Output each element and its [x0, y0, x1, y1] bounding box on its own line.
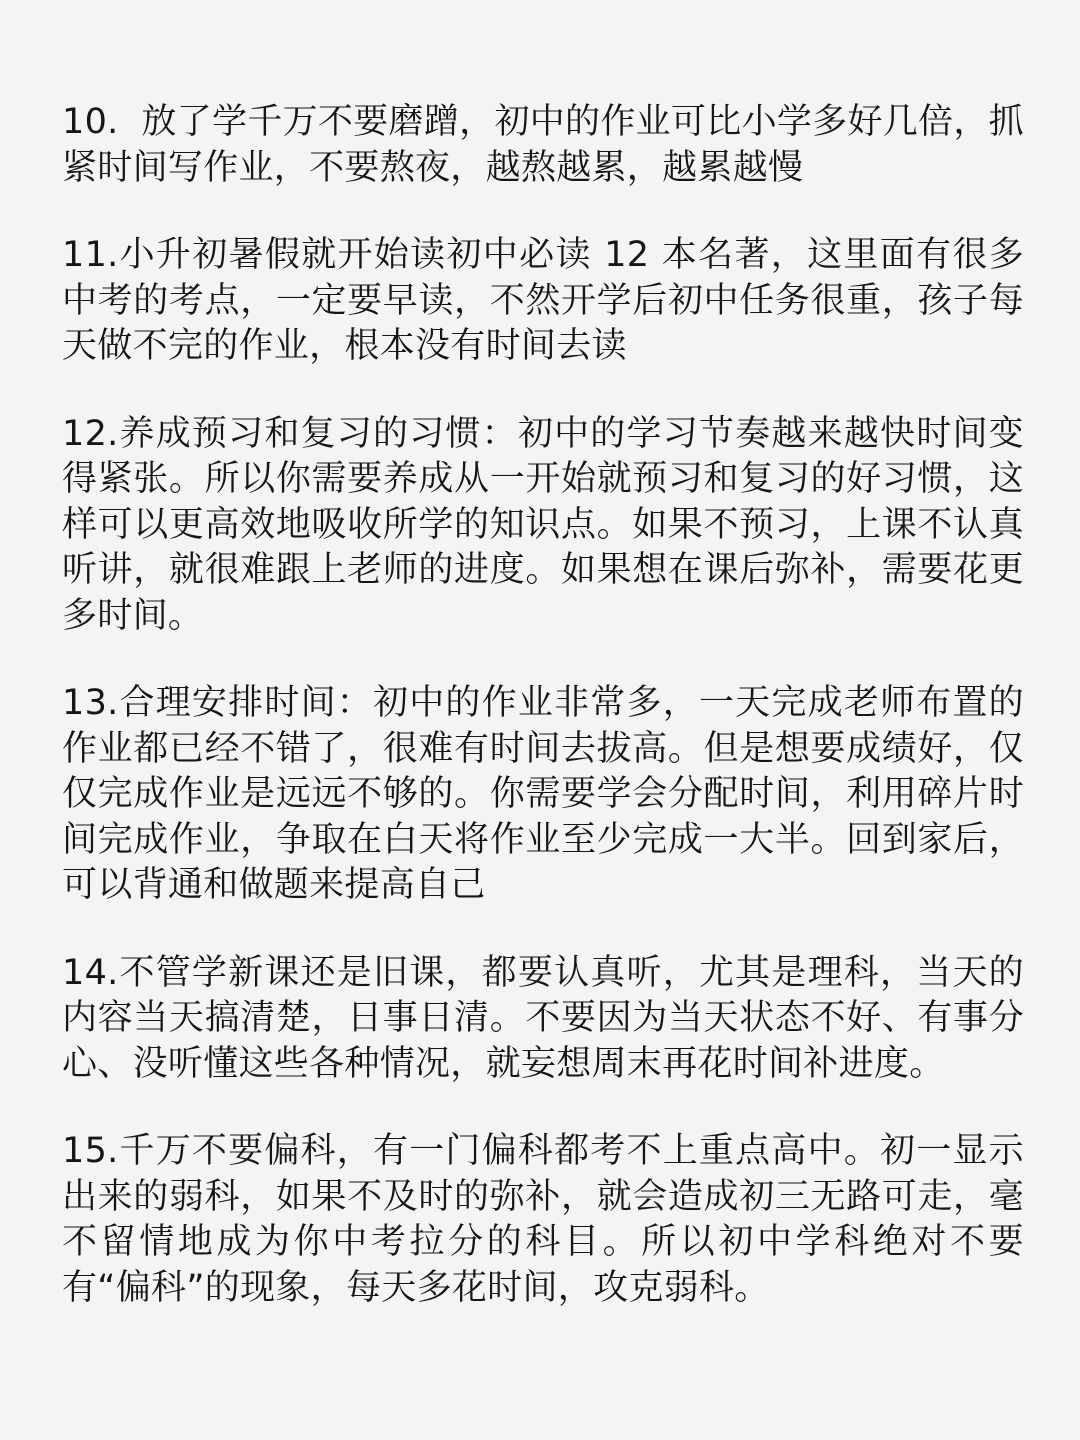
tip-item: [62, 100, 1024, 191]
tip-number: 11.: [62, 235, 119, 275]
tip-item: [62, 233, 1024, 370]
tip-number: 10.: [62, 102, 119, 142]
tip-number: 14.: [62, 952, 119, 993]
tip-item: [62, 1129, 1024, 1311]
tip-item: [62, 412, 1024, 640]
tips-list: [62, 100, 1024, 1353]
tip-text: 小升初暑假就开始读初中必读 12 本名著，这里面有很多中考的考点，一定要早读，不然开学后初中任务很重，孩子每天做不完的作业，根本没有时间去读: [62, 235, 1024, 366]
tip-text: 养成预习和复习的习惯：初中的学习节奏越来越快时间变得紧张。所以你需要养成从一开始就预习和复习的好习惯，这样可以更高效地吸收所学的知识点。如果不预习，上课不认真听讲，就很难跟上老师的进度。如果想在课后弥补，需要花更多时间。: [62, 413, 1024, 636]
tip-number: 12.: [62, 413, 119, 454]
tip-text: 不管学新课还是旧课，都要认真听，尤其是理科，当天的内容当天搞清楚，日事日清。不要因为当天状态不好、有事分心、没听懂这些各种情况，就妄想周末再花时间补进度。: [62, 952, 1024, 1084]
tip-item: [62, 681, 1024, 909]
tip-number: 13.: [62, 683, 119, 723]
tip-text: 合理安排时间：初中的作业非常多，一天完成老师布置的作业都已经不错了，很难有时间去拔高。但是想要成绩好，仅仅完成作业是远远不够的。你需要学会分配时间，利用碎片时间完成作业，争取在白天将作业至少完成一大半。回到家后，可以背通和做题来提高自己: [62, 683, 1024, 905]
tip-item: [62, 951, 1024, 1088]
tip-text: 放了学千万不要磨蹭，初中的作业可比小学多好几倍，抓紧时间写作业，不要熬夜，越熬越累，越累越慢: [62, 102, 1024, 188]
tip-text: 千万不要偏科，有一门偏科都考不上重点高中。初一显示出来的弱科，如果不及时的弥补，就会造成初三无路可走，毫不留情地成为你中考拉分的科目。所以初中学科绝对不要有“偏科”的现象，每天多花时间，攻克弱科。: [62, 1131, 1024, 1308]
tip-number: 15.: [62, 1131, 119, 1171]
